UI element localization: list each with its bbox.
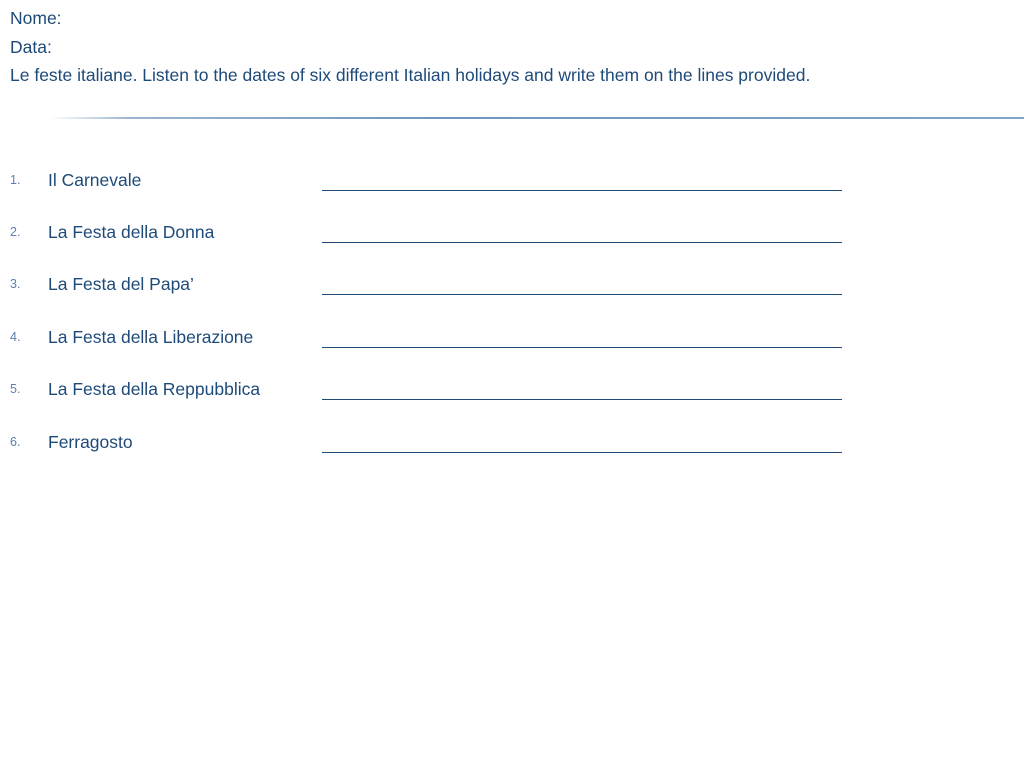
holiday-name: Ferragosto [48, 432, 133, 452]
date-label: Data: [10, 37, 52, 57]
answer-blank-line[interactable] [322, 273, 842, 295]
list-item-festa-repubblica [0, 378, 1024, 404]
item-number: 4. [10, 330, 21, 344]
answer-blank-line[interactable] [322, 326, 842, 348]
item-number: 2. [10, 225, 21, 239]
list-item-festa-papa [0, 273, 1024, 299]
list-item-festa-liberazione [0, 326, 1024, 352]
holiday-name: La Festa della Donna [48, 222, 215, 242]
answer-blank-line[interactable] [322, 431, 842, 453]
item-number: 6. [10, 435, 21, 449]
item-number: 3. [10, 277, 21, 291]
instructions-text: Le feste italiane. Listen to the dates of six different Italian holidays and write them on the lines provided. [10, 65, 811, 85]
item-number: 5. [10, 382, 21, 396]
list-item-ferragosto [0, 431, 1024, 457]
holiday-name: La Festa della Liberazione [48, 327, 254, 347]
answer-blank-line[interactable] [322, 169, 842, 191]
holiday-name: La Festa della Reppubblica [48, 379, 261, 399]
answer-blank-line[interactable] [322, 221, 842, 243]
holiday-name: La Festa del Papa’ [48, 274, 194, 294]
name-label: Nome: [10, 8, 62, 28]
list-item-festa-donna [0, 221, 1024, 247]
header-divider [50, 117, 1024, 119]
item-number: 1. [10, 173, 21, 187]
answer-blank-line[interactable] [322, 378, 842, 400]
list-item-carnevale [0, 169, 1024, 195]
holiday-name: Il Carnevale [48, 170, 142, 190]
